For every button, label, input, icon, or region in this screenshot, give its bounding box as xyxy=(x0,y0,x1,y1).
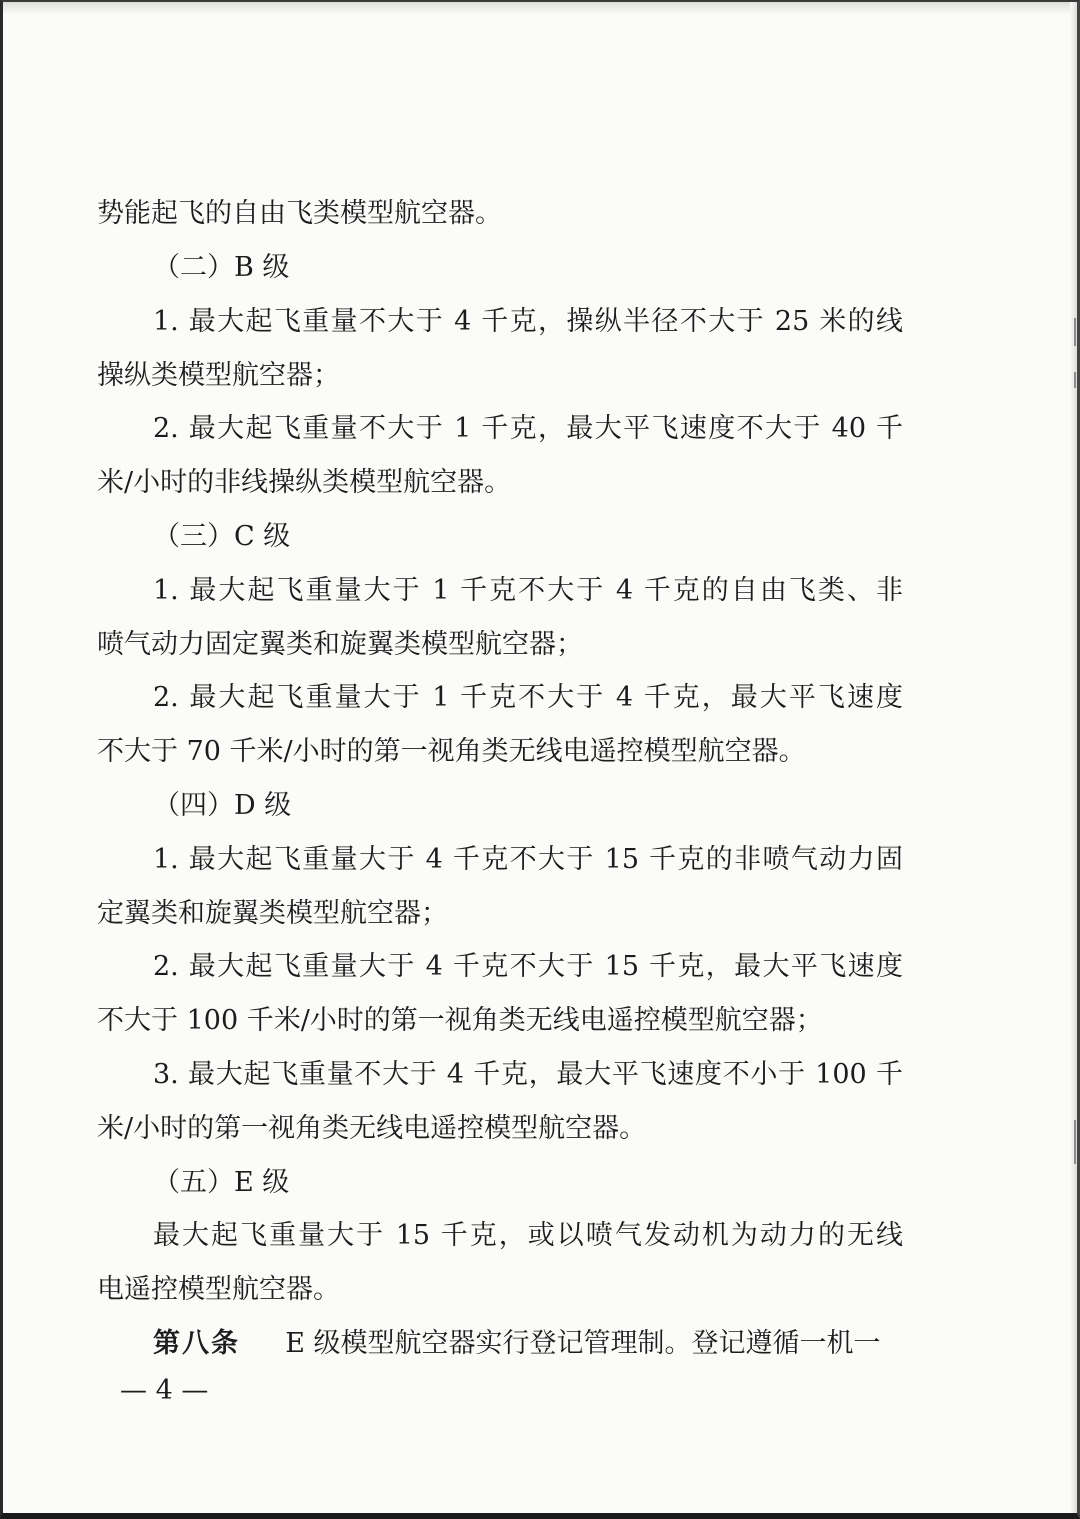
text-line: 米/小时的第一视角类无线电遥控模型航空器。 xyxy=(97,1113,647,1144)
scan-margin-mark xyxy=(1074,1120,1076,1164)
text-line: 电遥控模型航空器。 xyxy=(97,1274,340,1305)
text-line: 最大起飞重量大于 15 千克，或以喷气发动机为动力的无线 xyxy=(153,1220,903,1251)
article-line xyxy=(153,1327,880,1361)
text-line: 势能起飞的自由飞类模型航空器。 xyxy=(97,198,502,229)
article-text: E 级模型航空器实行登记管理制。登记遵循一机一 xyxy=(285,1328,881,1359)
text-line: 不大于 70 千米/小时的第一视角类无线电遥控模型航空器。 xyxy=(97,736,806,767)
text-line: 操纵类模型航空器； xyxy=(97,360,340,391)
text-line: 不大于 100 千米/小时的第一视角类无线电遥控模型航空器； xyxy=(97,1005,823,1036)
text-line: 3. 最大起飞重量不大于 4 千克，最大平飞速度不小于 100 千 xyxy=(153,1059,903,1090)
article-heading: 第八条 xyxy=(153,1328,240,1359)
text-line: 1. 最大起飞重量不大于 4 千克，操纵半径不大于 25 米的线 xyxy=(153,306,903,337)
section-heading-b: （二）B 级 xyxy=(153,252,290,283)
text-line: 1. 最大起飞重量大于 4 千克不大于 15 千克的非喷气动力固 xyxy=(153,844,903,875)
section-heading-d: （四）D 级 xyxy=(153,790,292,821)
text-line: 2. 最大起飞重量不大于 1 千克，最大平飞速度不大于 40 千 xyxy=(153,413,903,444)
text-line: 2. 最大起飞重量大于 1 千克不大于 4 千克，最大平飞速度 xyxy=(153,682,903,713)
text-line: 米/小时的非线操纵类模型航空器。 xyxy=(97,467,512,498)
text-line: 2. 最大起飞重量大于 4 千克不大于 15 千克，最大平飞速度 xyxy=(153,951,903,982)
text-line: 1. 最大起飞重量大于 1 千克不大于 4 千克的自由飞类、非 xyxy=(153,575,903,606)
text-line: 喷气动力固定翼类和旋翼类模型航空器； xyxy=(97,629,583,660)
scan-margin-mark xyxy=(1074,318,1076,346)
page-number: — 4 — xyxy=(120,1375,209,1406)
section-heading-c: （三）C 级 xyxy=(153,521,291,552)
scan-right-shadow xyxy=(1070,0,1080,1519)
text-line: 定翼类和旋翼类模型航空器； xyxy=(97,898,448,929)
scan-margin-mark xyxy=(1074,372,1076,388)
section-heading-e: （五）E 级 xyxy=(153,1167,290,1198)
scan-top-shadow xyxy=(0,0,1080,14)
